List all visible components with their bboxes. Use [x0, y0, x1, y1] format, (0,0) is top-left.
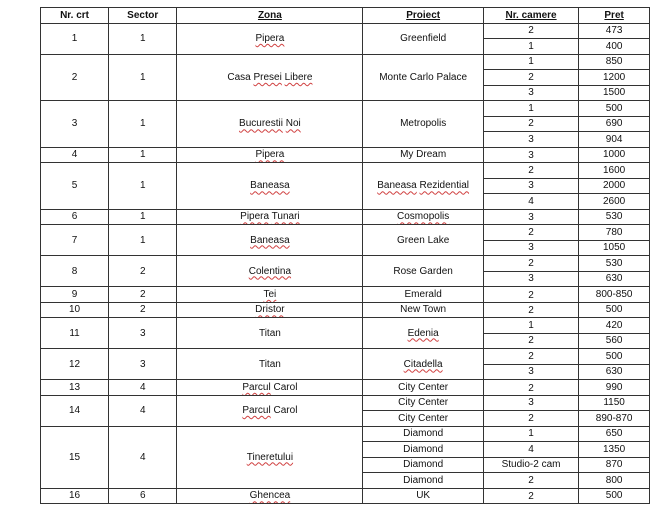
camere-cell: 1: [483, 39, 578, 55]
table-row: [41, 147, 650, 163]
camere-cell: 3: [483, 240, 578, 256]
proiect-cell-text: New Town: [400, 304, 447, 316]
sector-cell: 4: [109, 380, 177, 396]
camere-cell: 2: [483, 349, 578, 365]
table-row: [41, 302, 650, 318]
camere-cell: 2: [483, 163, 578, 179]
table-header-row: [41, 8, 650, 24]
camere-cell: 1: [483, 101, 578, 117]
zona-cell: [177, 488, 363, 504]
zona-cell-text: Carol: [270, 381, 298, 393]
pret-cell: 890-870: [579, 411, 650, 427]
proiect-cell: [363, 287, 483, 303]
proiect-cell-text: Emerald: [404, 288, 442, 300]
proiect-cell-text: My Dream: [400, 149, 447, 161]
pret-cell: 904: [579, 132, 650, 148]
proiect-cell-text: Cosmopolis: [397, 211, 450, 223]
proiect-cell-text: Metropolis: [400, 118, 447, 130]
proiect-cell: City Center: [363, 395, 483, 411]
proiect-cell: [363, 163, 483, 210]
proiect-cell-text: UK: [416, 490, 431, 502]
proiect-cell-text: Rose Garden: [393, 265, 453, 277]
pret-cell: 2600: [579, 194, 650, 210]
zona-cell: [177, 54, 363, 101]
pret-cell: 990: [579, 380, 650, 396]
table-row: [41, 380, 650, 396]
zona-cell: [177, 380, 363, 396]
pret-cell: 870: [579, 457, 650, 473]
sector-cell: 4: [109, 426, 177, 488]
pret-cell: 1500: [579, 85, 650, 101]
camere-cell: 3: [483, 147, 578, 163]
proiect-cell-text: Monte Carlo Palace: [379, 71, 468, 83]
zona-cell-text: Pipera: [240, 211, 270, 223]
camere-cell: 2: [483, 70, 578, 86]
proiect-cell: [363, 380, 483, 396]
pret-cell: 473: [579, 23, 650, 39]
camere-cell: 2: [483, 256, 578, 272]
pret-cell: 630: [579, 364, 650, 380]
zona-cell-text: Dristor: [255, 304, 285, 316]
pret-cell: 530: [579, 256, 650, 272]
camere-cell: 3: [483, 364, 578, 380]
nr-crt-cell: 16: [41, 488, 109, 504]
sector-cell: 2: [109, 256, 177, 287]
nr-crt-cell: 12: [41, 349, 109, 380]
zona-cell-text: Carol: [270, 405, 298, 416]
pret-cell: 1000: [579, 147, 650, 163]
pret-cell: 630: [579, 271, 650, 287]
proiect-cell: [363, 101, 483, 148]
proiect-cell-text: Greenfield: [400, 33, 447, 44]
camere-cell: 3: [483, 85, 578, 101]
table-row: [41, 488, 650, 504]
proiect-cell: [363, 54, 483, 101]
camere-cell: 2: [483, 488, 578, 504]
proiect-cell: [363, 349, 483, 380]
sector-cell: 1: [109, 147, 177, 163]
zona-cell-text: Parcul: [242, 381, 271, 393]
proiect-cell: [363, 318, 483, 349]
pret-cell: 1600: [579, 163, 650, 179]
proiect-cell: [363, 256, 483, 287]
pret-cell: 500: [579, 101, 650, 117]
pret-cell: 800: [579, 473, 650, 489]
zona-cell-text: Presei: [253, 71, 282, 83]
pret-cell: 400: [579, 39, 650, 55]
zona-cell-text: Parcul: [242, 405, 271, 416]
table-row: [41, 349, 650, 365]
nr-crt-cell: 8: [41, 256, 109, 287]
proiect-cell-text: Rezidential: [419, 180, 470, 192]
table-row: [41, 318, 650, 334]
sector-cell: 1: [109, 209, 177, 225]
camere-cell: 2: [483, 225, 578, 241]
pret-cell: 850: [579, 54, 650, 70]
zona-cell-text: Colentina: [248, 265, 292, 277]
zona-cell-text: Pipera: [255, 149, 285, 161]
sector-cell: 3: [109, 318, 177, 349]
zona-cell: [177, 395, 363, 426]
camere-cell: 1: [483, 54, 578, 70]
table-row: [41, 287, 650, 303]
table-row: [41, 225, 650, 241]
pret-cell: 1150: [579, 395, 650, 411]
zona-cell-text: Pipera: [255, 33, 285, 44]
zona-cell-text: Noi: [285, 118, 301, 130]
proiect-cell: Diamond: [363, 457, 483, 473]
proiect-cell: Diamond: [363, 473, 483, 489]
nr-crt-cell: 5: [41, 163, 109, 210]
nr-crt-cell: 9: [41, 287, 109, 303]
table-row: [41, 23, 650, 39]
pret-cell: 2000: [579, 178, 650, 194]
camere-cell: 2: [483, 302, 578, 318]
proiect-cell-text: City Center: [398, 381, 449, 393]
sector-cell: 1: [109, 54, 177, 101]
nr-crt-cell: 14: [41, 395, 109, 426]
nr-crt-cell: 10: [41, 302, 109, 318]
proiect-cell: [363, 209, 483, 225]
zona-cell: [177, 256, 363, 287]
sector-cell: 1: [109, 101, 177, 148]
proiect-cell: [363, 147, 483, 163]
camere-cell: 4: [483, 194, 578, 210]
camere-cell: 2: [483, 23, 578, 39]
zona-cell: [177, 349, 363, 380]
camere-cell: 3: [483, 395, 578, 411]
nr-crt-cell: 7: [41, 225, 109, 256]
pret-cell: 500: [579, 488, 650, 504]
nr-crt-cell: 13: [41, 380, 109, 396]
pret-cell: 530: [579, 209, 650, 225]
zona-cell-text: Libere: [284, 71, 313, 83]
sector-cell: 1: [109, 163, 177, 210]
pret-cell: 1050: [579, 240, 650, 256]
zona-cell: [177, 23, 363, 54]
camere-cell: 2: [483, 287, 578, 303]
pret-cell: 560: [579, 333, 650, 349]
nr-crt-cell: 3: [41, 101, 109, 148]
proiect-cell-text: Green Lake: [397, 234, 450, 246]
nr-crt-cell: 4: [41, 147, 109, 163]
zona-cell: [177, 225, 363, 256]
proiect-cell: City Center: [363, 411, 483, 427]
zona-cell: [177, 426, 363, 488]
header-sector: Sector: [109, 8, 177, 24]
zona-cell-text: Baneasa: [250, 180, 290, 192]
header-nr-camere: Nr. camere: [483, 8, 578, 24]
pret-cell: 420: [579, 318, 650, 334]
sector-cell: 1: [109, 23, 177, 54]
table-row: [41, 209, 650, 225]
zona-cell-text: Tunari: [271, 211, 300, 223]
zona-cell: [177, 318, 363, 349]
pret-cell: 500: [579, 302, 650, 318]
table-row: [41, 395, 650, 411]
camere-cell: 2: [483, 116, 578, 132]
sector-cell: 1: [109, 225, 177, 256]
sector-cell: 3: [109, 349, 177, 380]
camere-cell: 1: [483, 318, 578, 334]
nr-crt-cell: 15: [41, 426, 109, 488]
camere-cell: 3: [483, 178, 578, 194]
nr-crt-cell: 1: [41, 23, 109, 54]
proiect-cell: [363, 225, 483, 256]
header-proiect: Proiect: [363, 8, 483, 24]
zona-cell-text: Casa: [227, 71, 254, 83]
zona-cell: [177, 209, 363, 225]
nr-crt-cell: 2: [41, 54, 109, 101]
zona-cell-text: Bucurestii: [239, 118, 283, 130]
camere-cell: 1: [483, 426, 578, 442]
camere-cell: 2: [483, 333, 578, 349]
zona-cell-text: Titan: [258, 358, 281, 370]
camere-cell: 4: [483, 442, 578, 458]
camere-cell: 2: [483, 411, 578, 427]
zona-cell-text: Baneasa: [250, 234, 290, 246]
camere-cell: 3: [483, 271, 578, 287]
zona-cell: [177, 147, 363, 163]
sector-cell: 2: [109, 302, 177, 318]
zona-cell: [177, 101, 363, 148]
proiect-cell-text: Baneasa: [377, 180, 417, 192]
zona-cell-text: Titan: [258, 327, 281, 339]
zona-cell-text: Tineretului: [246, 451, 294, 463]
camere-cell: 2: [483, 473, 578, 489]
camere-cell: 3: [483, 209, 578, 225]
pret-cell: 1350: [579, 442, 650, 458]
proiect-cell-text: Citadella: [403, 358, 443, 370]
camere-cell: 3: [483, 132, 578, 148]
header-pret: Pret: [579, 8, 650, 24]
table-row: [41, 54, 650, 70]
pret-cell: 500: [579, 349, 650, 365]
proiect-cell: [363, 23, 483, 54]
zona-cell-text: Ghencea: [249, 490, 291, 502]
sector-cell: 4: [109, 395, 177, 426]
table-row: [41, 426, 650, 442]
nr-crt-cell: 6: [41, 209, 109, 225]
table-row: [41, 163, 650, 179]
proiect-cell: [363, 302, 483, 318]
table-row: [41, 101, 650, 117]
proiect-cell: Diamond: [363, 426, 483, 442]
sector-cell: 2: [109, 287, 177, 303]
apartments-table: [40, 7, 650, 504]
pret-cell: 690: [579, 116, 650, 132]
pret-cell: 1200: [579, 70, 650, 86]
camere-cell: 2: [483, 380, 578, 396]
zona-cell: [177, 287, 363, 303]
camere-cell: Studio-2 cam: [483, 457, 578, 473]
table-row: [41, 256, 650, 272]
zona-cell: [177, 302, 363, 318]
sector-cell: 6: [109, 488, 177, 504]
zona-cell: [177, 163, 363, 210]
proiect-cell-text: Edenia: [407, 327, 439, 339]
pret-cell: 650: [579, 426, 650, 442]
header-zona: Zona: [177, 8, 363, 24]
pret-cell: 800-850: [579, 287, 650, 303]
proiect-cell: [363, 488, 483, 504]
zona-cell-text: Tei: [263, 288, 277, 300]
pret-cell: 780: [579, 225, 650, 241]
proiect-cell: Diamond: [363, 442, 483, 458]
header-nr-crt: Nr. crt: [41, 8, 109, 24]
nr-crt-cell: 11: [41, 318, 109, 349]
